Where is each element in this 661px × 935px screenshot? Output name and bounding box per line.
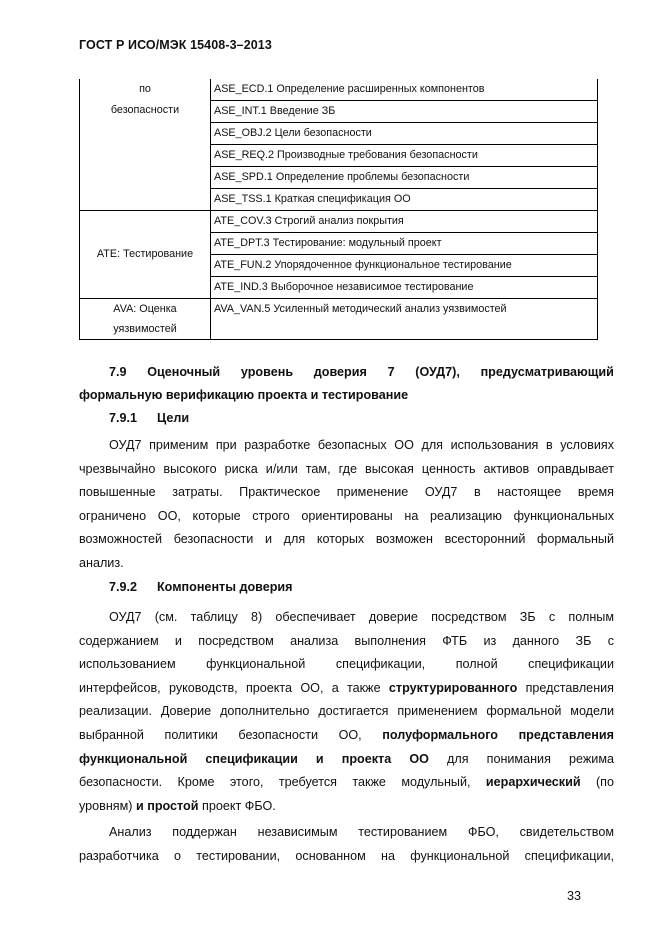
- component-cell: ASE_TSS.1 Краткая спецификация ОО: [211, 189, 598, 211]
- paragraph-objectives: [79, 434, 614, 576]
- document-header: ГОСТ Р ИСО/МЭК 15408-3–2013: [79, 38, 272, 52]
- title-word: (ОУД7),: [415, 365, 460, 379]
- text-line: чрезвычайно высокого риска и/или там, где высокая ценность активов оправдывает: [79, 461, 614, 476]
- subsection-title: Компоненты доверия: [157, 580, 293, 594]
- component-cell: ASE_ECD.1 Определение расширенных компонентов: [211, 79, 598, 101]
- text-line: ОУД7 (см. таблицу 8) обеспечивает доверие посредством ЗБ с полным: [109, 610, 614, 624]
- component-cell: ASE_INT.1 Введение ЗБ: [211, 101, 598, 123]
- class-line: ATE: Тестирование: [96, 248, 194, 260]
- text-line: ограничено ОО, которые строго ориентированы на реализацию функциональных: [79, 508, 614, 523]
- text-run: безопасности. Кроме этого, требуется также модульный,: [79, 775, 486, 790]
- page-number: 33: [567, 889, 582, 903]
- text-line: [79, 677, 614, 701]
- text-line: реализации. Доверие дополнительно достигается применением формальной модели: [79, 704, 614, 719]
- text-run-bold: функциональной спецификации и проекта ОО: [79, 751, 429, 766]
- subsection-title: Цели: [157, 411, 190, 425]
- table-row: [80, 299, 598, 340]
- paragraph-analysis: [79, 821, 614, 868]
- text-run: уровням): [79, 798, 136, 813]
- subsection-heading-components: [109, 580, 293, 594]
- text-run: для понимания режима: [428, 751, 614, 766]
- class-cell-ase: [80, 79, 211, 211]
- class-line: AVA: Оценка: [113, 303, 177, 315]
- text-line: содержанием и посредством анализа выполнения ФТБ из данного ЗБ с: [79, 633, 614, 648]
- text-line: [79, 724, 614, 748]
- class-cell-ava: [80, 299, 211, 340]
- text-run-bold: полуформального представления: [382, 727, 614, 742]
- title-word: доверия: [313, 365, 367, 379]
- assurance-components-table: [79, 79, 598, 340]
- class-line: уязвимостей: [113, 323, 177, 335]
- section-title-line1: [109, 361, 614, 385]
- title-word: 7.9: [109, 365, 127, 379]
- title-word: Оценочный: [147, 365, 221, 379]
- component-cell: AVA_VAN.5 Усиленный методический анализ уязвимостей: [211, 299, 598, 340]
- text-line: использованием функциональной спецификации, полной спецификации: [79, 657, 614, 672]
- title-word: уровень: [240, 365, 294, 379]
- text-run: (по: [580, 775, 614, 790]
- text-run-bold: структурированного: [388, 680, 518, 695]
- component-cell: ASE_SPD.1 Определение проблемы безопасности: [211, 167, 598, 189]
- class-line: по: [139, 83, 151, 95]
- subsection-number: 7.9.2: [109, 580, 138, 594]
- section-title: [109, 361, 614, 385]
- text-line: возможностей безопасности и для которых возможен всесторонний формальный: [79, 532, 614, 547]
- subsection-heading-objectives: [109, 411, 189, 425]
- text-line: [79, 795, 614, 819]
- text-run: представления: [517, 680, 614, 695]
- title-word: предусматривающий: [480, 365, 614, 379]
- text-run: выбранной политики безопасности ОО,: [79, 727, 383, 742]
- text-run-bold: и простой: [135, 798, 199, 813]
- text-line: [79, 748, 614, 772]
- text-line: повышенные затраты. Практическое применение ОУД7 в настоящее время: [79, 485, 614, 500]
- paragraph-components: [79, 606, 614, 818]
- text-line: [79, 771, 614, 795]
- section-title-line2: формальную верификацию проекта и тестирование: [79, 388, 409, 402]
- component-cell: ATE_FUN.2 Упорядоченное функциональное тестирование: [211, 255, 598, 277]
- subsection-number: 7.9.1: [109, 411, 138, 425]
- component-cell: ATE_IND.3 Выборочное независимое тестирование: [211, 277, 598, 299]
- text-line: Анализ поддержан независимым тестированием ФБО, свидетельством: [109, 825, 614, 839]
- table-row: [80, 211, 598, 233]
- class-line: безопасности: [110, 104, 180, 116]
- component-cell: ASE_OBJ.2 Цели безопасности: [211, 123, 598, 145]
- text-run: интерфейсов, руководств, проекта ОО, а также: [79, 680, 389, 695]
- text-line: ОУД7 применим при разработке безопасных ОО для использования в условиях: [109, 438, 614, 452]
- class-cell-ate: [80, 211, 211, 299]
- title-word: 7: [387, 365, 395, 379]
- component-cell: ASE_REQ.2 Производные требования безопасности: [211, 145, 598, 167]
- text-line: разработчика о тестировании, основанном на функциональной спецификации,: [79, 848, 614, 863]
- component-cell: ATE_DPT.3 Тестирование: модульный проект: [211, 233, 598, 255]
- text-run-bold: иерархический: [485, 775, 581, 790]
- text-line: анализ.: [79, 555, 124, 570]
- component-cell: ATE_COV.3 Строгий анализ покрытия: [211, 211, 598, 233]
- table-row: [80, 79, 598, 101]
- text-run: проект ФБО.: [198, 798, 276, 813]
